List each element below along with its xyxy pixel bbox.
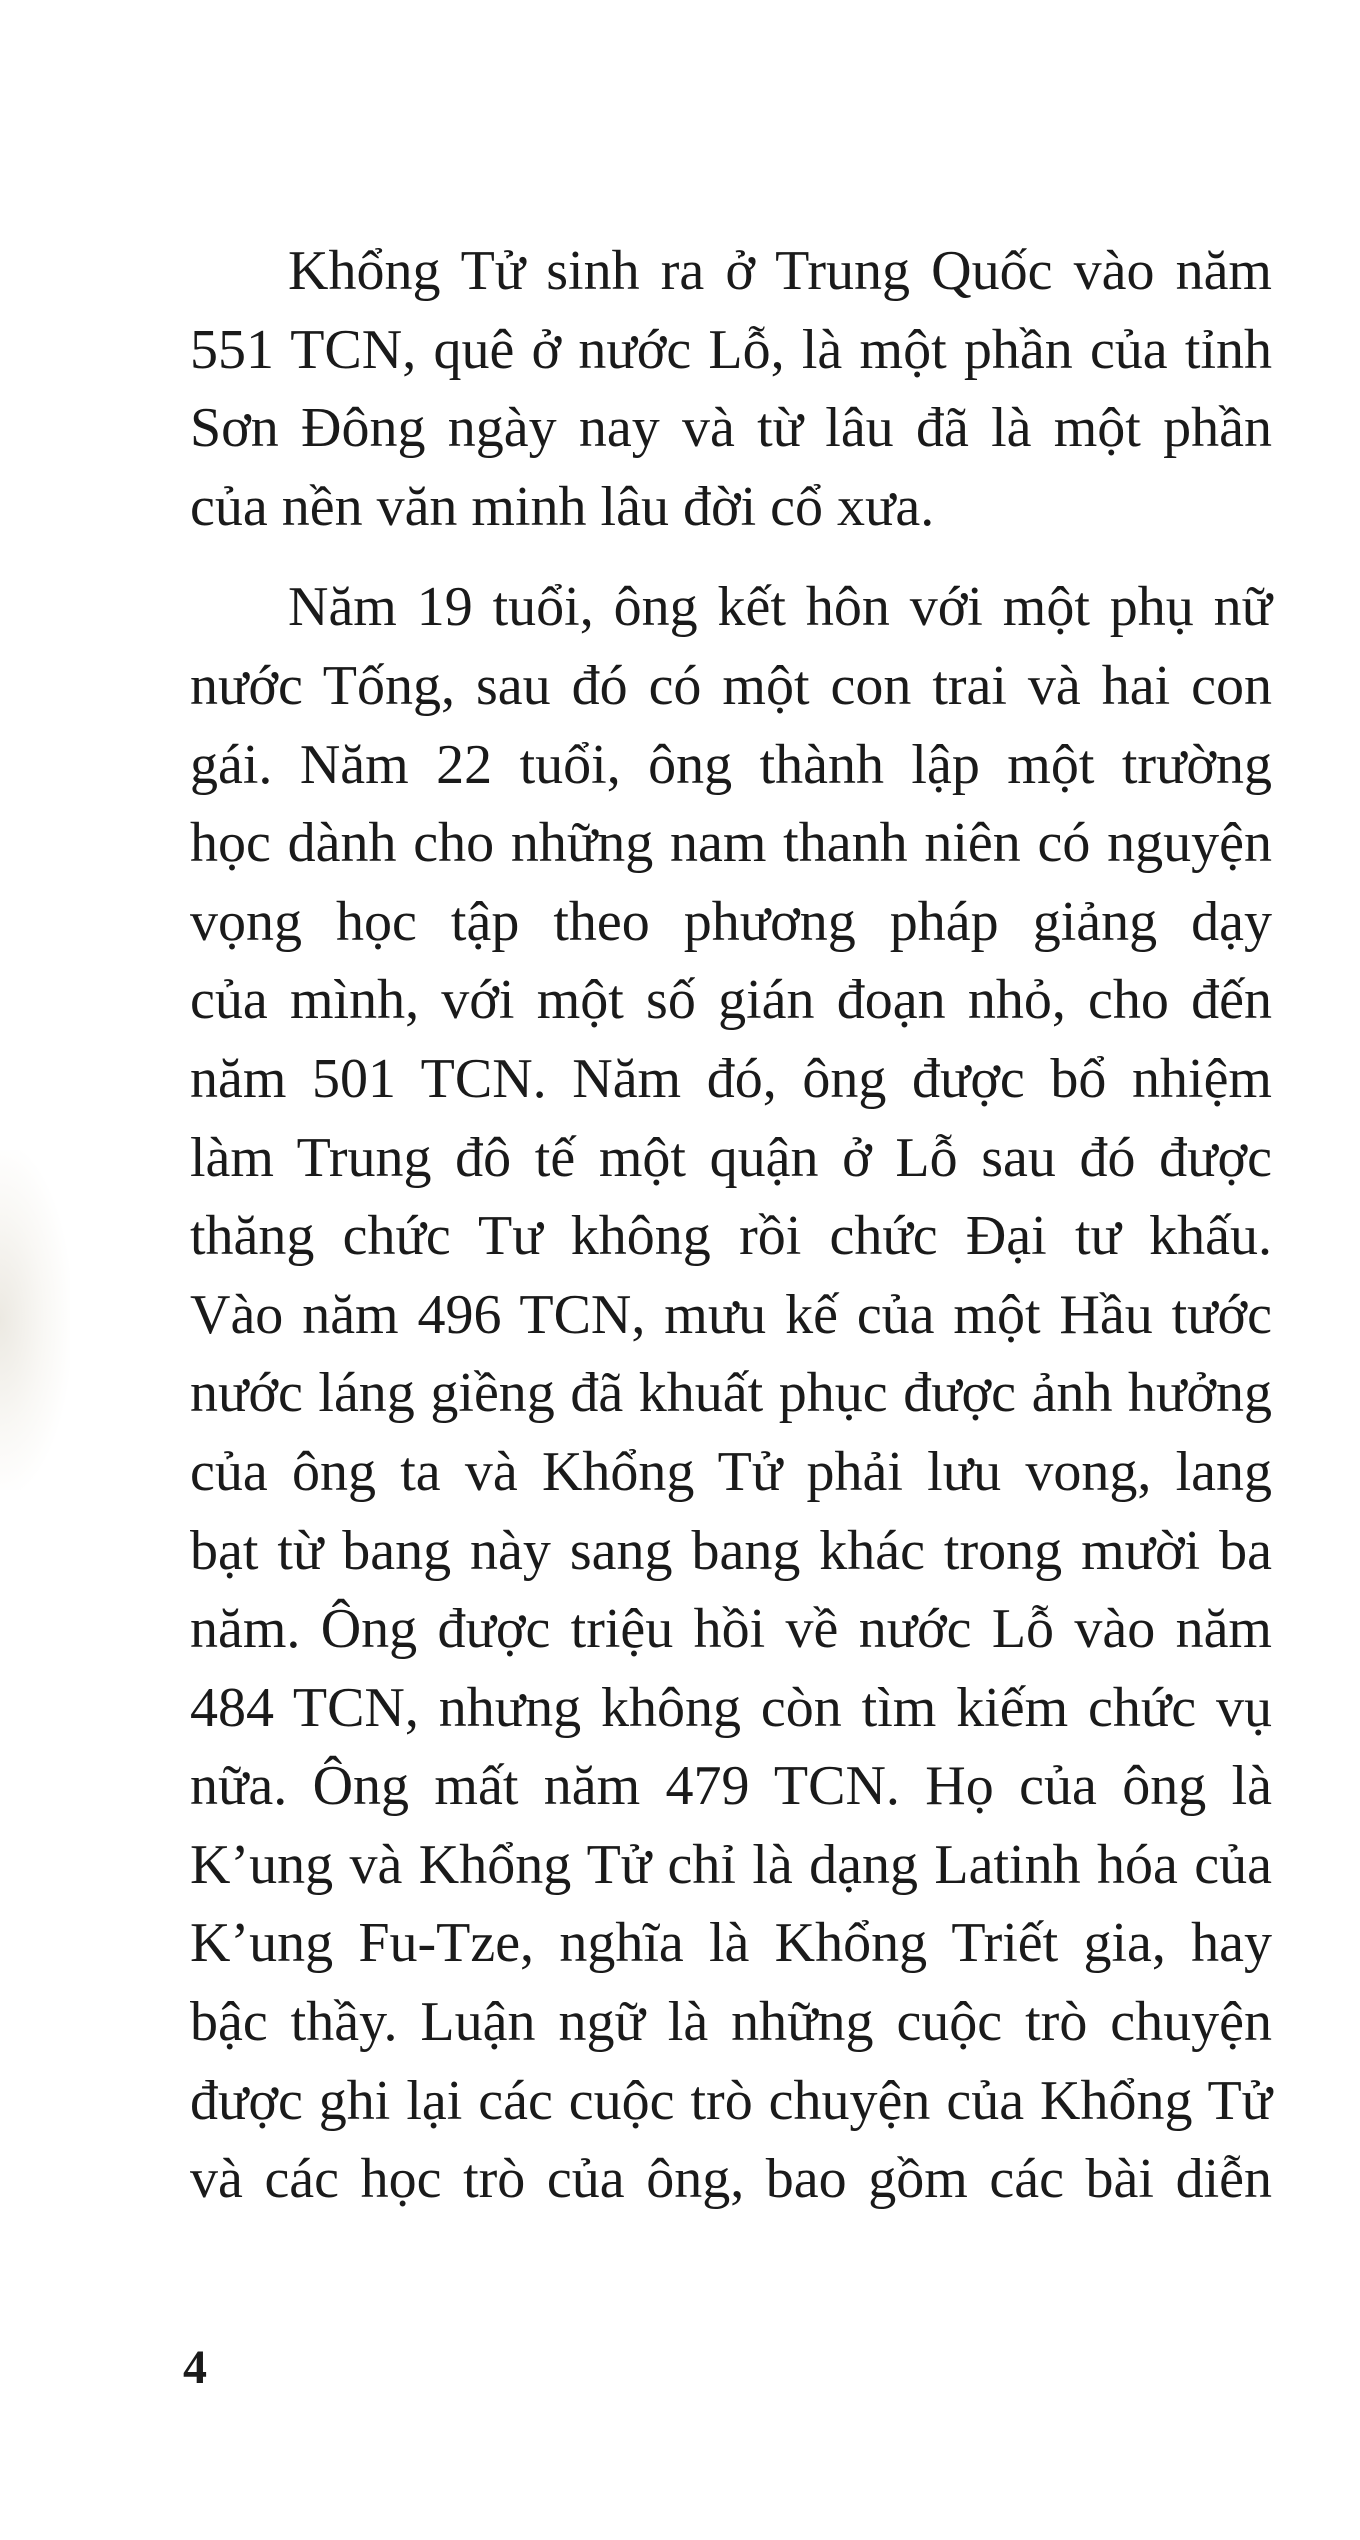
paragraph-line: nước láng giềng đã khuất phục được ảnh hưởng bbox=[190, 1362, 1272, 1425]
paragraph-line: học dành cho những nam thanh niên có nguyện bbox=[190, 812, 1272, 875]
page-edge-shadow bbox=[0, 1150, 70, 1490]
paragraph-line: của mình, với một số gián đoạn nhỏ, cho đến bbox=[190, 969, 1272, 1032]
paragraph-line: của ông ta và Khổng Tử phải lưu vong, lang bbox=[190, 1440, 1272, 1503]
paragraph-line: Khổng Tử sinh ra ở Trung Quốc vào năm bbox=[288, 240, 1272, 302]
paragraph-line: 551 TCN, quê ở nước Lỗ, là một phần của tỉnh bbox=[190, 318, 1272, 381]
paragraph-2 bbox=[190, 568, 1272, 2218]
paragraph-line: Vào năm 496 TCN, mưu kế của một Hầu tước bbox=[190, 1283, 1272, 1346]
paragraph-line: năm. Ông được triệu hồi về nước Lỗ vào năm bbox=[190, 1598, 1272, 1661]
paragraph-line: của nền văn minh lâu đời cổ xưa. bbox=[190, 475, 935, 538]
paragraph-line: năm 501 TCN. Năm đó, ông được bổ nhiệm bbox=[190, 1047, 1272, 1110]
paragraph-gap bbox=[190, 546, 1272, 568]
paragraph-1 bbox=[190, 232, 1272, 546]
paragraph-line: bậc thầy. Luận ngữ là những cuộc trò chuyện bbox=[190, 1991, 1272, 2054]
paragraph-line: 484 TCN, nhưng không còn tìm kiếm chức vụ bbox=[190, 1676, 1272, 1739]
paragraph-line: K’ung Fu-Tze, nghĩa là Khổng Triết gia, hay bbox=[190, 1912, 1272, 1975]
paragraph-line: Sơn Đông ngày nay và từ lâu đã là một phần bbox=[190, 397, 1272, 460]
paragraph-line: Năm 19 tuổi, ông kết hôn với một phụ nữ bbox=[288, 576, 1272, 639]
body-text bbox=[190, 232, 1272, 2219]
paragraph-line: gái. Năm 22 tuổi, ông thành lập một trường bbox=[190, 733, 1272, 796]
paragraph-line: được ghi lại các cuộc trò chuyện của Khổng Tử bbox=[190, 2069, 1272, 2132]
paragraph-line: thăng chức Tư không rồi chức Đại tư khấu. bbox=[190, 1205, 1272, 1268]
paragraph-line: vọng học tập theo phương pháp giảng dạy bbox=[190, 890, 1272, 953]
paragraph-line: K’ung và Khổng Tử chỉ là dạng Latinh hóa của bbox=[190, 1833, 1272, 1896]
paragraph-line: làm Trung đô tế một quận ở Lỗ sau đó được bbox=[190, 1126, 1272, 1189]
paragraph-line: và các học trò của ông, bao gồm các bài diễn bbox=[190, 2148, 1272, 2211]
paragraph-line: nước Tống, sau đó có một con trai và hai con bbox=[190, 654, 1272, 717]
paragraph-line: bạt từ bang này sang bang khác trong mười ba bbox=[190, 1519, 1272, 1582]
page-number: 4 bbox=[183, 2341, 207, 2394]
paragraph-line: nữa. Ông mất năm 479 TCN. Họ của ông là bbox=[190, 1755, 1272, 1818]
